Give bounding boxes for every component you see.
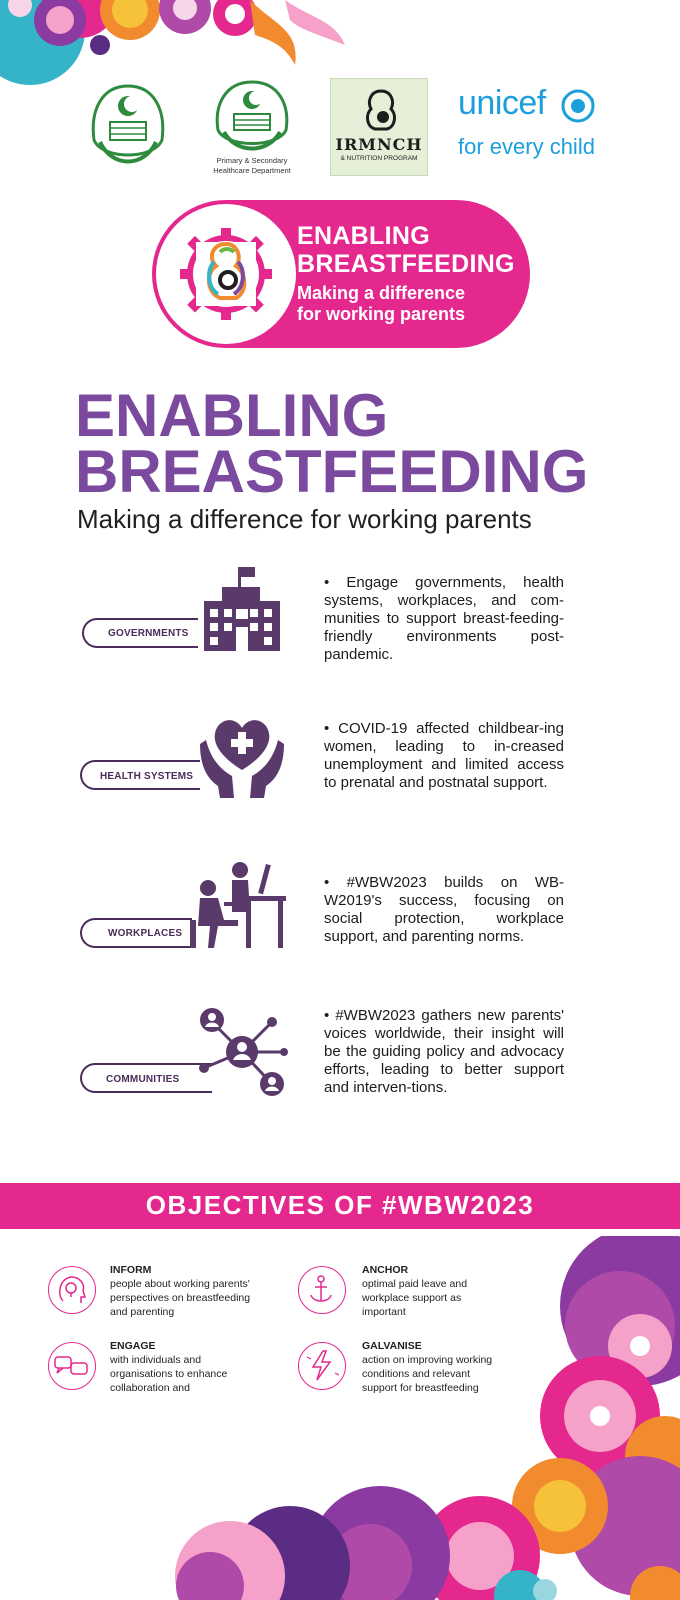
government-seal-icon	[82, 80, 174, 172]
community-network-icon	[196, 1006, 288, 1098]
galvanise-icon-circle	[298, 1342, 346, 1390]
main-subtitle: Making a difference for working parents	[77, 504, 532, 534]
anchor-icon	[299, 1267, 344, 1312]
galvanise-heading: GALVANISE	[362, 1340, 422, 1352]
lightbulb-head-icon	[49, 1267, 94, 1312]
irmnch-title: IRMNCH	[335, 135, 423, 154]
badge-heading-line1: ENABLING	[297, 222, 430, 250]
communities-text: • #WBW2023 gathers new parents' voices worldwide, their insight will be the guiding policy and advocacy efforts, leading to better support and interven-tions.	[324, 1007, 564, 1096]
badge-sub-line2: for working parents	[297, 304, 466, 324]
government-seal-icon	[206, 78, 298, 158]
punjab-seal-logo	[82, 80, 174, 172]
badge-heading-line2: BREASTFEEDING	[297, 250, 515, 278]
speech-bubbles-icon	[49, 1343, 94, 1388]
unicef-globe-icon	[560, 88, 596, 124]
communities-label: COMMUNITIES	[106, 1074, 180, 1085]
government-building-icon	[198, 565, 284, 653]
workplaces-label: WORKPLACES	[108, 928, 183, 939]
healthcare-department-caption: Primary & Secondary Healthcare Department	[213, 156, 291, 175]
inform-heading: INFORM	[110, 1264, 152, 1276]
main-title-line2: BREASTFEEDING	[75, 438, 589, 505]
governments-text: • Engage governments, health systems, workplaces, and com-munities to support breast-feeding-friendly environments post-pandemic.	[324, 574, 564, 663]
workplaces-text: • #WBW2023 builds on WB-W2019's success, focusing on social protection, workplace support, and parenting norms.	[324, 874, 564, 945]
engage-icon-circle	[48, 1342, 96, 1390]
inform-icon-circle	[48, 1266, 96, 1314]
hands-heart-icon	[196, 710, 288, 802]
lightning-icon	[299, 1343, 344, 1388]
engage-text: with individuals and organisations to enhance collaboration and	[110, 1354, 228, 1394]
engage-heading: ENGAGE	[110, 1340, 156, 1352]
governments-label: GOVERNMENTS	[108, 628, 189, 639]
irmnch-subtitle: & NUTRITION PROGRAM	[340, 155, 418, 162]
inform-text: people about working parents' perspectives on breastfeeding and parenting	[110, 1278, 251, 1318]
anchor-text: optimal paid leave and workplace support as important	[362, 1278, 468, 1318]
irmnch-logo	[330, 78, 428, 176]
objectives-title: OBJECTIVES OF #WBW2023	[145, 1190, 535, 1220]
unicef-tagline: for every child	[458, 134, 595, 159]
health-systems-label: HEALTH SYSTEMS	[100, 771, 194, 782]
anchor-heading: ANCHOR	[362, 1264, 409, 1276]
badge-sub-line1: Making a difference	[297, 283, 466, 303]
breastfeeding-gear-icon	[176, 222, 276, 326]
health-systems-text: • COVID-19 affected childbear-ing women, leading to in-creased unemployment and limited access to prenatal and postnatal support.	[324, 720, 564, 791]
mother-child-icon	[361, 87, 401, 133]
galvanise-text: action on improving working conditions and relevant support for breastfeeding	[362, 1354, 493, 1394]
unicef-wordmark: unicef	[458, 84, 546, 122]
office-workers-icon	[188, 860, 288, 952]
main-title-line1: ENABLING	[75, 382, 389, 449]
anchor-icon-circle	[298, 1266, 346, 1314]
